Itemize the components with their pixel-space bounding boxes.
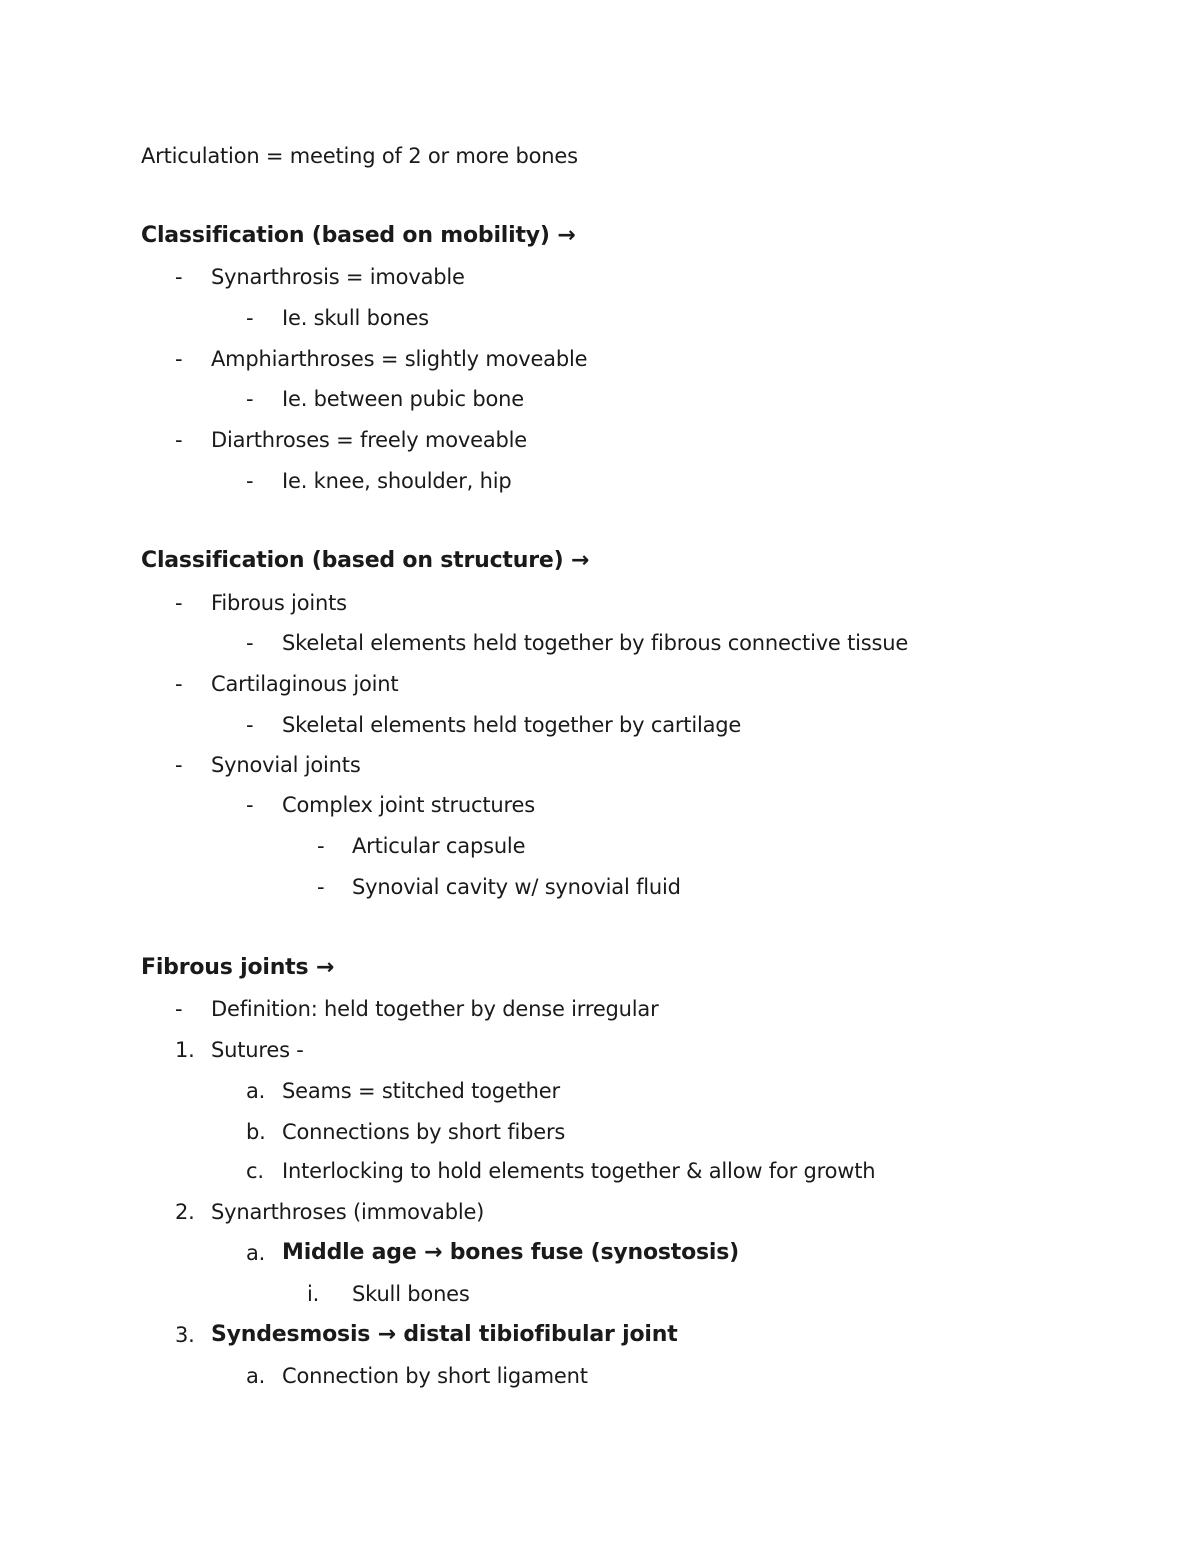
list-text: Sutures - — [211, 1038, 304, 1062]
list-text: Connections by short fibers — [282, 1120, 566, 1144]
list-text: Synarthrosis = imovable — [211, 265, 465, 289]
list-marker: 3. — [175, 1323, 195, 1347]
list-text: Ie. between pubic bone — [282, 387, 524, 411]
list-text: Synovial joints — [211, 753, 361, 777]
list-text: Connection by short ligament — [282, 1364, 588, 1388]
list-marker: b. — [246, 1120, 266, 1144]
list-text: Fibrous joints — [211, 591, 347, 615]
list-marker: - — [175, 265, 183, 289]
list-marker: - — [175, 753, 183, 777]
list-marker: - — [246, 469, 254, 493]
list-marker: 2. — [175, 1200, 195, 1224]
list-text: Seams = stitched together — [282, 1079, 560, 1103]
list-text: Definition: held together by dense irregular — [211, 997, 659, 1021]
list-marker: - — [175, 591, 183, 615]
list-marker: a. — [246, 1364, 266, 1388]
list-text: Syndesmosis → distal tibiofibular joint — [211, 1322, 678, 1347]
list-text: Synovial cavity w/ synovial fluid — [352, 875, 681, 899]
list-marker: - — [317, 875, 325, 899]
list-text: Skeletal elements held together by fibrous connective tissue — [282, 631, 909, 655]
list-text: Skeletal elements held together by cartilage — [282, 713, 742, 737]
list-text: Ie. knee, shoulder, hip — [282, 469, 512, 493]
list-marker: - — [246, 387, 254, 411]
intro-text: Articulation = meeting of 2 or more bones — [141, 144, 578, 168]
list-text: Cartilaginous joint — [211, 672, 399, 696]
list-marker: - — [175, 672, 183, 696]
list-marker: - — [175, 347, 183, 371]
list-marker: - — [175, 428, 183, 452]
list-marker: a. — [246, 1079, 266, 1103]
list-text: Articular capsule — [352, 834, 526, 858]
list-text: Complex joint structures — [282, 793, 535, 817]
heading-text: Fibrous joints → — [141, 955, 335, 980]
list-text: Ie. skull bones — [282, 306, 429, 330]
list-marker: - — [175, 997, 183, 1021]
list-text: Interlocking to hold elements together & allow for growth — [282, 1159, 876, 1183]
list-marker: - — [246, 713, 254, 737]
list-text: Synarthroses (immovable) — [211, 1200, 485, 1224]
list-marker: - — [246, 631, 254, 655]
list-text: Skull bones — [352, 1282, 470, 1306]
list-marker: c. — [246, 1159, 264, 1183]
list-text: Middle age → bones fuse (synostosis) — [282, 1240, 740, 1265]
list-marker: - — [246, 306, 254, 330]
list-marker: a. — [246, 1241, 266, 1265]
list-marker: - — [317, 834, 325, 858]
list-text: Diarthroses = freely moveable — [211, 428, 527, 452]
list-text: Amphiarthroses = slightly moveable — [211, 347, 588, 371]
list-marker: 1. — [175, 1038, 195, 1062]
heading-text: Classification (based on mobility) → — [141, 223, 576, 248]
list-marker: i. — [307, 1282, 320, 1306]
heading-text: Classification (based on structure) → — [141, 548, 590, 573]
list-marker: - — [246, 793, 254, 817]
